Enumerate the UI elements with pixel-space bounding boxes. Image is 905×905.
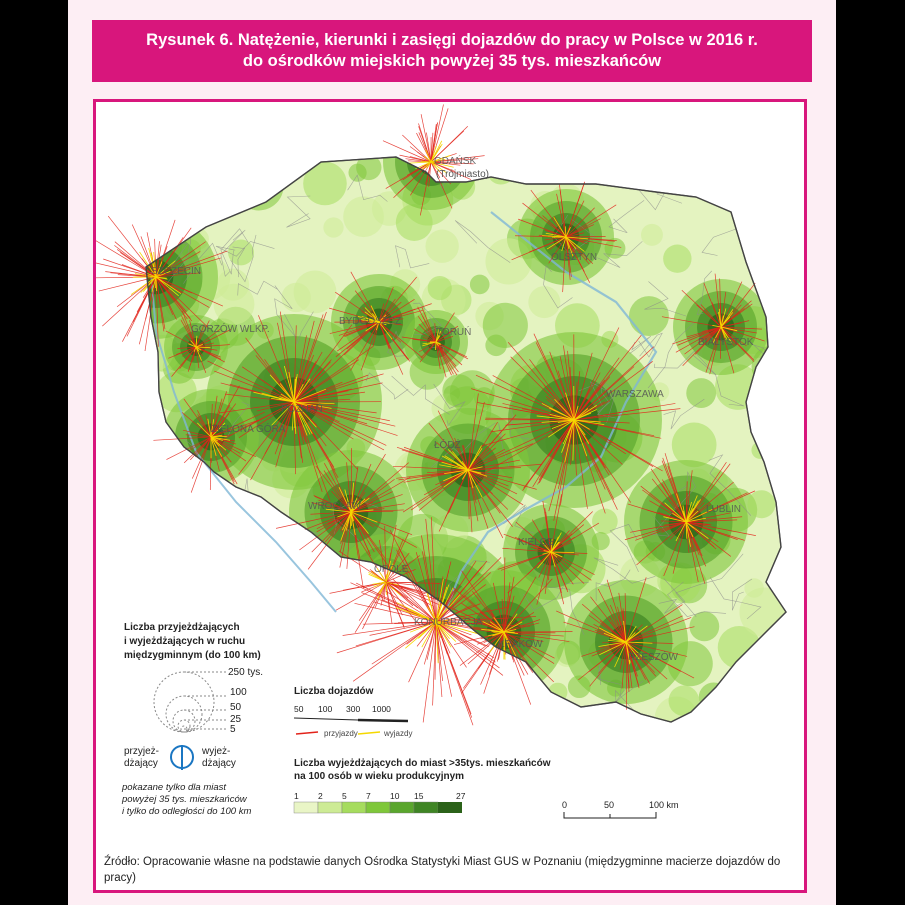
flow-line-in [336, 582, 386, 610]
figure-title [92, 20, 812, 82]
commune-cell [474, 685, 493, 704]
commune-cell [214, 284, 255, 325]
title-line-1: Rysunek 6. Natężenie, kierunki i zasięgi dojazdów do pracy w Polsce w 2016 r. [146, 31, 758, 49]
ratio-swatch [294, 802, 318, 813]
commune-cell [686, 378, 716, 408]
flow-line-in [353, 622, 436, 681]
legend-commutes [294, 686, 412, 738]
commune-cell [252, 520, 276, 544]
city-label: KONURBACJA [414, 617, 483, 628]
legend-circle-label-250k: 250 tys. [228, 667, 264, 678]
ratio-tick-label: 5 [342, 791, 347, 801]
legend-commute-1000: 1000 [372, 704, 391, 714]
ratio-tick-label: 15 [414, 791, 424, 801]
commune-cell [127, 464, 171, 508]
commune-cell [442, 374, 475, 407]
legend-circles-title-1: Liczba przyjeżdżających [124, 622, 240, 633]
legend-circle-label-100: 100 [230, 687, 247, 698]
commune-cell [323, 217, 343, 237]
commune-cell [563, 147, 586, 170]
legend-ratio [294, 758, 551, 813]
commune-cell [689, 612, 719, 642]
commune-cell [641, 224, 663, 246]
city-label: ZIELONA GÓRA [211, 424, 286, 435]
county-border [509, 669, 537, 689]
commune-cell [557, 153, 574, 170]
commune-cell [681, 166, 698, 183]
city-label: OPOLE [374, 564, 409, 575]
scale-bar [562, 800, 679, 818]
city-label: RZESZÓW [628, 652, 678, 663]
legend-note-1: pokazane tylko dla miast [122, 782, 227, 793]
city-label: WARSZAWA [606, 389, 664, 400]
county-border [165, 160, 194, 179]
city-label: GORZÓW WLKP. [191, 324, 270, 335]
ratio-tick-label: 7 [366, 791, 371, 801]
commune-cell [213, 551, 250, 588]
commune-cell [636, 155, 669, 188]
county-border [341, 595, 375, 652]
county-border [654, 151, 702, 166]
city-label: BYDGOSZCZ [339, 316, 402, 327]
city-label: SZCZECIN [151, 266, 201, 277]
legend-commutes-title: Liczba dojazdów [294, 686, 374, 697]
city-label: LUBLIN [706, 504, 742, 515]
commune-cell [210, 143, 253, 186]
commune-cell [744, 578, 763, 597]
commune-cell [747, 490, 775, 518]
ratio-tick-label: 1 [294, 791, 299, 801]
commune-cell [244, 169, 263, 188]
commune-cell [130, 418, 163, 451]
commune-cell [746, 181, 792, 227]
scale-label-100: 100 km [649, 800, 679, 810]
commune-cell [428, 276, 452, 300]
city-label: TORUŃ [436, 327, 472, 338]
ratio-swatch [342, 802, 366, 813]
ratio-tick-label: 27 [456, 791, 466, 801]
commune-cell [470, 275, 490, 295]
commune-cell [475, 702, 514, 741]
commune-cell [759, 705, 785, 731]
ratio-tick-label: 10 [390, 791, 400, 801]
commune-cell [629, 296, 669, 336]
commune-cell [239, 703, 271, 735]
ratio-swatch [318, 802, 342, 813]
legend-in-line [296, 732, 318, 734]
legend-out-line [358, 732, 380, 734]
commune-cell [204, 549, 251, 596]
city-sublabel: (Trójmiasto) [436, 169, 489, 180]
map-frame [93, 99, 807, 893]
source-note: Źródło: Opracowanie własne na podstawie danych Ośrodka Statystyki Miast GUS w Poznaniu (międzygminne macierze dojazdów do pracy) [104, 856, 781, 884]
legend-commute-300: 300 [346, 704, 361, 714]
county-border [780, 253, 799, 283]
legend-circles [121, 622, 263, 817]
city-label: KRAKÓW [498, 639, 543, 650]
commune-cell [425, 230, 458, 263]
commune-cell [234, 574, 277, 617]
legend-in-label-1: przyjeż- [124, 746, 160, 757]
commune-cell [294, 577, 314, 597]
commune-cell [144, 458, 185, 499]
county-border [224, 507, 267, 527]
commune-cell [254, 694, 278, 718]
commune-cell [739, 588, 788, 637]
scale-label-50: 50 [604, 800, 615, 810]
commuting-map [96, 102, 804, 890]
city-label: OLSZTYN [551, 252, 598, 263]
county-border [223, 571, 255, 605]
legend-out-line-label: wyjazdy [384, 729, 413, 738]
legend-out-label-1: wyjeż- [202, 746, 231, 757]
county-border [125, 565, 173, 589]
county-border [294, 118, 336, 161]
county-border [770, 576, 799, 592]
legend-circle-label-5: 5 [230, 724, 236, 735]
legend-in-label-2: dżający [124, 758, 158, 769]
commune-cell [740, 144, 767, 171]
legend-in-line-label: przyjazdy [324, 729, 358, 738]
commune-cell [528, 286, 560, 318]
commune-cell [669, 685, 700, 716]
commune-cell [234, 161, 284, 211]
county-border [290, 665, 351, 686]
legend-circle-label-25: 25 [230, 714, 242, 725]
city-label: ŁÓDŹ [434, 440, 461, 451]
county-border [173, 520, 220, 546]
legend-commute-100: 100 [318, 704, 333, 714]
commune-cell [753, 654, 777, 678]
commune-cell [282, 644, 315, 677]
county-border [244, 576, 273, 623]
legend-commute-50: 50 [294, 704, 304, 714]
legend-circles-title-2: i wyjeżdżających w ruchu [124, 636, 246, 647]
scale-label-0: 0 [562, 800, 568, 810]
legend-circle-250k [154, 672, 214, 732]
legend-circle-label-50: 50 [230, 702, 242, 713]
ratio-swatch [366, 802, 390, 813]
legend-note-3: i tylko do odległości do 100 km [122, 806, 252, 817]
city-label: GDAŃSK [434, 156, 477, 167]
county-border [601, 718, 630, 766]
county-border [441, 692, 468, 713]
county-border [262, 153, 282, 186]
city-label: POZNAŃ [281, 404, 323, 415]
city-label: KIELCE [518, 537, 554, 548]
commune-cell [699, 682, 729, 712]
commune-cell [303, 162, 347, 206]
commune-cell [281, 283, 310, 312]
commune-cell [663, 244, 691, 272]
commune-cell [230, 136, 276, 182]
legend-circles-title-3: międzygminnym (do 100 km) [124, 650, 261, 661]
commune-cell [587, 155, 608, 176]
ratio-swatch [414, 802, 438, 813]
title-line-2: do ośrodków miejskich powyżej 35 tys. mieszkańców [242, 52, 662, 70]
commune-cell [483, 303, 528, 348]
commune-cell [755, 375, 804, 425]
ratio-swatch [438, 802, 462, 813]
county-border [761, 217, 785, 265]
commune-cell [237, 592, 274, 629]
commune-cell [343, 196, 384, 237]
county-border [572, 145, 619, 179]
legend-out-label-2: dżający [202, 758, 236, 769]
commune-cell [751, 442, 768, 459]
legend-circle-100 [166, 696, 202, 732]
legend-ratio-title-1: Liczba wyjeżdżających do miast >35tys. mieszkańców [294, 758, 551, 769]
legend-note-2: powyżej 35 tys. mieszkańców [122, 794, 247, 805]
commune-cell [427, 691, 476, 740]
commune-cell [763, 150, 782, 169]
city-label: WROCŁAW [308, 501, 361, 512]
legend-ratio-scale [294, 791, 466, 813]
ratio-tick-label: 2 [318, 791, 323, 801]
ratio-swatch [390, 802, 414, 813]
commune-cell [129, 695, 167, 733]
legend-ratio-title-2: na 100 osób w wieku produkcyjnym [294, 771, 465, 782]
commune-cell [760, 248, 780, 268]
commune-cell [415, 684, 463, 732]
city-label: BIAŁYSTOK [698, 337, 754, 348]
